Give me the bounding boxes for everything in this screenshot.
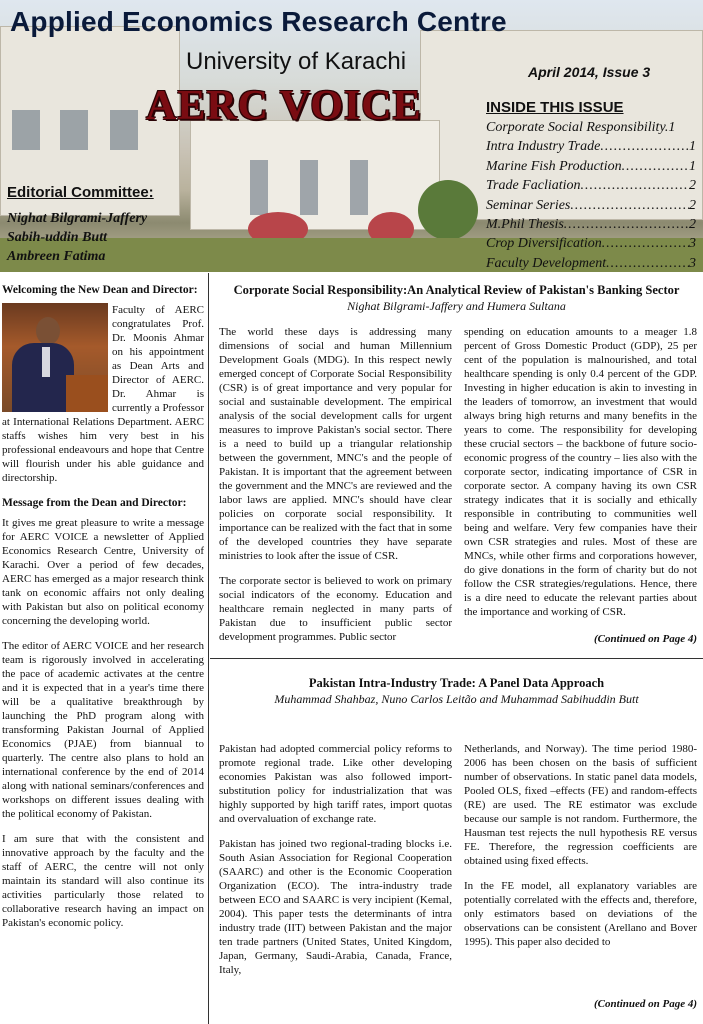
inside-heading: INSIDE THIS ISSUE xyxy=(486,99,624,116)
toc-item[interactable]: M.Phil Thesis ..... 2 xyxy=(486,215,696,234)
article-authors: Nighat Bilgrami-Jaffery and Humera Sultana xyxy=(347,299,566,313)
article-title[interactable]: Pakistan Intra-Industry Trade: A Panel Data Approach xyxy=(308,676,605,690)
university-name: University of Karachi xyxy=(186,48,407,75)
continued-link[interactable]: (Continued on Page 4) xyxy=(594,633,697,645)
sidebar xyxy=(0,273,209,1024)
tree xyxy=(418,180,478,240)
issue-date: April 2014, Issue 3 xyxy=(528,64,651,80)
toc-item[interactable]: Crop Diversification ..... 3 xyxy=(486,234,696,253)
newsletter-title: AERC VOICE xyxy=(146,83,422,129)
editorial-heading: Editorial Committee: xyxy=(7,184,154,201)
toc-item[interactable]: Seminar Series ..... 2 xyxy=(486,196,696,215)
article-iit xyxy=(210,660,703,1024)
article-paragraph: Pakistan has joined two regional-trading blocks i.e. South Asian Association for Regional Cooperation (SAARC) and other is the Economic Cooperation Organization (ECO). The intra-industry trade between ECO and SAARC is very incipient (Kemal, 2004). This paper tests the determinants of intra industry trade (IIT) between Pakistan and the major ten trade partners (United States, United Kingdom, Japan, Germany, Saudi-Arabia, Canada, France, Italy, xyxy=(219,838,452,976)
message-paragraph: It gives me great pleasure to write a message for AERC VOICE a newsletter of Applied Economics Research Centre, University of Karachi. Over a period of few decades, AERC has emerged as a major research think tank on economic affairs not only dealing with Pakistan but also on political economy concerning the developing world. xyxy=(2,517,204,627)
article-authors: Muhammad Shahbaz, Nuno Carlos Leitão and Muhammad Sabihuddin Butt xyxy=(274,692,639,706)
article-column xyxy=(219,742,452,988)
article-paragraph: Netherlands, and Norway). The time period 1980-2006 has been chosen on the basis of sufficient number of observations. In static panel data models, Pooled OLS, fixed –effects (FE) and random-effects (RE) are used. The RE estimator was exclude because our sample is not random. Furthermore, the Hausman test rejects the null hypothesis RE versus FE. Therefore, the regression coefficients are obtained using fixed effects. xyxy=(464,743,697,867)
toc-item[interactable]: Intra Industry Trade ..... 1 xyxy=(486,137,696,156)
table-of-contents xyxy=(486,118,696,272)
editor-name: Ambreen Fatima xyxy=(7,249,106,264)
message-heading: Message from the Dean and Director: xyxy=(2,497,187,509)
toc-item[interactable]: Corporate Social Responsibility. 1 xyxy=(486,120,676,135)
article-paragraph: The world these days is addressing many dimensions of social and human Millennium Development Goals (MDG). In this respect newly emerged concept of Corporate Social Responsibility (CSR) is of great importance and very popular for social and sustainable development. The empirical analysis of the social development calls for urgent measures to improve Pakistan's social sector. There is a need to build up a triangular relationship between the government, MNC's and the people of Pakistan. It is important that the agreement between the government and the MNC's are reviewed and the labor laws are applied. MNC's should have clear policies on corporate social responsibility. It importance can be realized with the fact that in some of the developed countries they have separate ministries to look after the issue of CSR. xyxy=(219,326,452,562)
editor-name: Sabih-uddin Butt xyxy=(7,230,107,245)
editor-name: Nighat Bilgrami-Jaffery xyxy=(7,211,148,226)
message-paragraph: I am sure that with the consistent and innovative approach by the faculty and the staff of AERC, the centre will not only maintain its standard will also continue its activities particularly those related to collaborative research having an impact on Pakistan's economic policy. xyxy=(2,833,204,929)
article-title[interactable]: Corporate Social Responsibility:An Analytical Review of Pakistan's Banking Sector xyxy=(233,283,680,297)
article-paragraph: Pakistan had adopted commercial policy reforms to promote regional trade. Like other developing economies Pakistan was also followed import-substitution policy for industrialization that was highly supported by high tariff rates, import quotas and overvaluation of exchange rate. xyxy=(219,743,452,825)
article-column xyxy=(464,325,697,655)
centre-title: Applied Economics Research Centre xyxy=(10,6,507,37)
article-csr xyxy=(210,273,703,659)
masthead xyxy=(0,0,703,272)
article-paragraph: spending on education amounts to a meager 1.8 percent of Gross Domestic Product (GDP), 25 per cent of the population is malnourished, and total healthcare spending is only 0.4 percent of the GDP. Investing in higher education is akin to investing in the leaders of tomorrow, an investment that would always bring high returns and many benefits in the years to come. The responsibility for developing these crucial sectors – the backbone of future socio-economic progress of the country – lies also with the corporate sector, indicating importance of CSR in corporate sector. A company having its own CSR strategy indicates that it is socially and ethically responsible in contributing to communities well being and welfare. Very few companies have their own CSR strategies and rules. Most of these are MNCs, while other firms and corporations however, do give donations in the form of charity but do not follow the CSR strategies/regulations. Hence, there is a dire need to educate the relevant parties about the importance and working of CSR. xyxy=(464,326,697,618)
welcome-text: Faculty of AERC congratulates Prof. Dr. Moonis Ahmar on his appointment as Dean Arts and Director of AERC. Dr. Ahmar is currently a Professor at International Relations Department. AERC staffs wishes him very best in his professional endeavours and hope that Centre will flourish under his able guidance and directorship. xyxy=(2,304,204,484)
editors-list xyxy=(7,209,147,266)
dean-photo xyxy=(2,303,108,412)
article-columns xyxy=(219,325,697,655)
message-paragraph: The editor of AERC VOICE and her research team is rigorously involved in accelerating the pace of academic activates at the centre and it is expected that in a year's time there will be a qualitative breakthrough by launching the PhD program along with transforming Pakistan Journal of Applied Economics (PJAE) from biannual to quarterly. The centre also plans to hold an international conference by the end of 2014 along with national seminars/conferences and workshops on different issues dealing with the political economy of Pakistan. xyxy=(2,640,204,820)
article-column xyxy=(464,742,697,988)
welcome-heading: Welcoming the New Dean and Director: xyxy=(2,284,198,296)
article-columns xyxy=(219,742,697,988)
continued-link[interactable]: (Continued on Page 4) xyxy=(594,998,697,1010)
toc-item[interactable]: Marine Fish Production ..... 1 xyxy=(486,157,696,176)
toc-item[interactable]: Faculty Development ..... 3 xyxy=(486,254,696,272)
article-paragraph: In the FE model, all explanatory variables are potentially correlated with the effects and, therefore, only estimators based on deviations of the observations can be consistent (Arellano and Bover 1995). This paper also decided to xyxy=(464,880,697,948)
article-column xyxy=(219,325,452,655)
article-paragraph: The corporate sector is believed to work on primary social indicators of the economy. Education and healthcare remain neglected in many parts of Pakistan due to insufficient public sector development programmes. Public sector xyxy=(219,575,452,643)
toc-item[interactable]: Trade Facliation ..... 2 xyxy=(486,176,696,195)
